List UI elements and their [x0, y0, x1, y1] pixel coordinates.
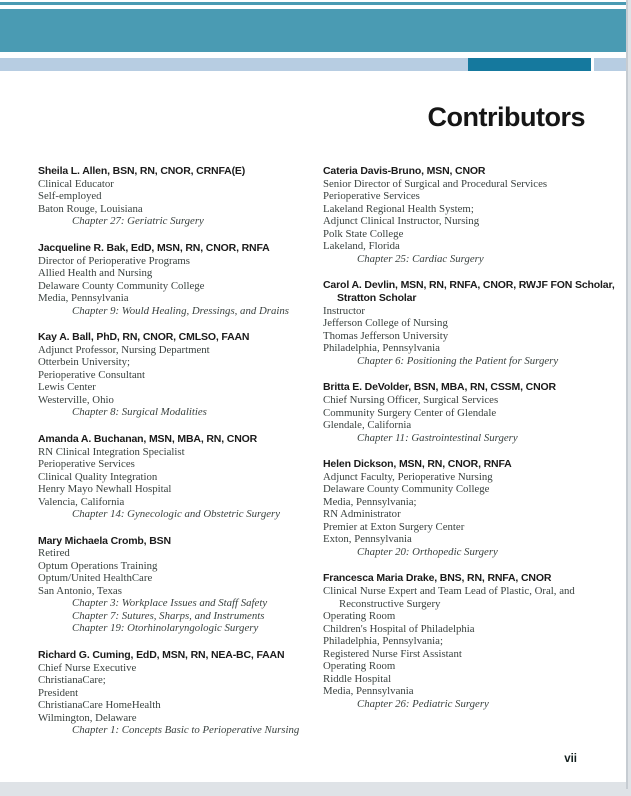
affiliation-line: Perioperative Services	[38, 458, 135, 471]
affiliation-line: Operating Room	[323, 660, 396, 673]
chapter-credit: Chapter 27: Geriatric Surgery	[72, 215, 204, 228]
chapter-credit: Chapter 11: Gastrointestinal Surgery	[357, 431, 518, 444]
contributor-name: Carol A. Devlin, MSN, RN, RNFA, CNOR, RWJF FON Scholar,	[323, 279, 615, 292]
affiliation-line: Perioperative Services	[323, 190, 420, 203]
contributor-name: Richard G. Cuming, EdD, MSN, RN, NEA-BC, FAAN	[38, 648, 285, 661]
chapter-credit: Chapter 6: Positioning the Patient for Surgery	[357, 354, 559, 367]
contributors-column-left	[38, 165, 323, 751]
chapter-credit: Chapter 9: Would Healing, Dressings, and Drains	[72, 304, 289, 317]
contributor-entry	[38, 165, 323, 228]
contributor-entry	[38, 433, 323, 521]
affiliation-line: Optum/United HealthCare	[38, 572, 153, 585]
contributors-columns	[38, 165, 615, 751]
contributor-name: Francesca Maria Drake, BNS, RN, RNFA, CNOR	[323, 572, 552, 585]
chapter-credit: Chapter 25: Cardiac Surgery	[357, 252, 484, 265]
affiliation-line: Glendale, California	[323, 419, 412, 432]
contributors-column-right	[323, 165, 615, 751]
contributor-name: Stratton Scholar	[337, 292, 417, 305]
affiliation-line: Allied Health and Nursing	[38, 267, 153, 280]
affiliation-line: Jefferson College of Nursing	[323, 317, 448, 330]
affiliation-line: Lakeland Regional Health System;	[323, 202, 474, 215]
affiliation-line: Premier at Exton Surgery Center	[323, 520, 465, 533]
affiliation-line: Community Surgery Center of Glendale	[323, 406, 497, 419]
contributor-entry	[38, 242, 323, 317]
affiliation-line: Clinical Educator	[38, 177, 114, 190]
affiliation-line: Perioperative Consultant	[38, 368, 146, 381]
affiliation-line: Self-employed	[38, 190, 102, 203]
contributor-entry	[323, 572, 610, 710]
affiliation-line: Philadelphia, Pennsylvania	[323, 342, 440, 355]
affiliation-line: Polk State College	[323, 227, 404, 240]
top-accent-line	[0, 2, 626, 5]
affiliation-line: Reconstructive Surgery	[339, 597, 441, 610]
contributor-name: Helen Dickson, MSN, RN, CNOR, RNFA	[323, 458, 512, 471]
affiliation-line: Adjunct Professor, Nursing Department	[38, 343, 210, 356]
chapter-credit: Chapter 20: Orthopedic Surgery	[357, 545, 498, 558]
affiliation-line: Westerville, Ohio	[38, 393, 114, 406]
affiliation-line: President	[38, 686, 79, 699]
chapter-credit: Chapter 7: Sutures, Sharps, and Instruments	[72, 609, 265, 622]
affiliation-line: San Antonio, Texas	[38, 584, 122, 597]
affiliation-line: Valencia, California	[38, 495, 125, 508]
header-strip	[0, 58, 626, 71]
affiliation-line: Senior Director of Surgical and Procedural Services	[323, 177, 548, 190]
chapter-credit: Chapter 8: Surgical Modalities	[72, 406, 207, 419]
chapter-credit: Chapter 26: Pediatric Surgery	[357, 697, 489, 710]
affiliation-line: Otterbein University;	[38, 356, 131, 369]
affiliation-line: ChristianaCare;	[38, 674, 106, 687]
contributor-name: Kay A. Ball, PhD, RN, CNOR, CMLSO, FAAN	[38, 331, 250, 344]
affiliation-line: Registered Nurse First Assistant	[323, 647, 462, 660]
chapter-credit: Chapter 3: Workplace Issues and Staff Safety	[72, 597, 268, 610]
contributor-name: Sheila L. Allen, BSN, RN, CNOR, CRNFA(E)	[38, 165, 246, 177]
chapter-credit: Chapter 14: Gynecologic and Obstetric Surgery	[72, 508, 280, 521]
affiliation-line: Children's Hospital of Philadelphia	[323, 622, 475, 635]
affiliation-line: Clinical Quality Integration	[38, 470, 158, 483]
affiliation-line: Thomas Jefferson University	[323, 329, 449, 342]
affiliation-line: Clinical Nurse Expert and Team Lead of Plastic, Oral, and	[323, 585, 575, 598]
chapter-credit: Chapter 19: Otorhinolaryngologic Surgery	[72, 622, 259, 635]
affiliation-line: Delaware County Community College	[323, 483, 490, 496]
contributor-name: Cateria Davis-Bruno, MSN, CNOR	[323, 165, 486, 177]
affiliation-line: ChristianaCare HomeHealth	[38, 699, 161, 712]
contributor-name: Amanda A. Buchanan, MSN, MBA, RN, CNOR	[38, 432, 258, 445]
affiliation-line: Lewis Center	[38, 381, 96, 394]
affiliation-line: Chief Nurse Executive	[38, 661, 137, 674]
contributor-name: Britta E. DeVolder, BSN, MBA, RN, CSSM, CNOR	[323, 381, 556, 394]
affiliation-line: Philadelphia, Pennsylvania;	[323, 635, 443, 648]
affiliation-line: Media, Pennsylvania	[38, 292, 129, 305]
affiliation-line: Wilmington, Delaware	[38, 711, 137, 724]
affiliation-line: Henry Mayo Newhall Hospital	[38, 483, 172, 496]
contributor-entry	[38, 535, 323, 635]
affiliation-line: Instructor	[323, 304, 365, 317]
contributor-name: Jacqueline R. Bak, EdD, MSN, RN, CNOR, RNFA	[38, 241, 270, 254]
affiliation-line: Director of Perioperative Programs	[38, 254, 191, 267]
affiliation-line: Operating Room	[323, 610, 396, 623]
affiliation-line: RN Clinical Integration Specialist	[38, 445, 185, 458]
header-strip-dark-segment	[468, 58, 594, 71]
header-teal-band	[0, 9, 626, 52]
affiliation-line: RN Administrator	[323, 508, 401, 521]
affiliation-line: Chief Nursing Officer, Surgical Services	[323, 394, 499, 407]
affiliation-line: Adjunct Faculty, Perioperative Nursing	[323, 470, 493, 483]
chapter-credit: Chapter 1: Concepts Basic to Perioperative Nursing	[72, 724, 300, 737]
page-title: Contributors	[427, 102, 585, 133]
contributor-entry	[323, 165, 610, 265]
contributor-entry	[323, 279, 615, 367]
page-bottom-edge	[0, 782, 626, 789]
affiliation-line: Exton, Pennsylvania	[323, 533, 412, 546]
contributor-entry	[323, 381, 610, 444]
contributor-entry	[323, 458, 610, 558]
affiliation-line: Delaware County Community College	[38, 279, 205, 292]
affiliation-line: Adjunct Clinical Instructor, Nursing	[323, 215, 480, 228]
affiliation-line: Optum Operations Training	[38, 559, 158, 572]
affiliation-line: Media, Pennsylvania	[323, 685, 414, 698]
affiliation-line: Lakeland, Florida	[323, 240, 400, 253]
affiliation-line: Riddle Hospital	[323, 672, 392, 685]
affiliation-line: Media, Pennsylvania;	[323, 495, 417, 508]
page-number: vii	[564, 753, 577, 765]
contributor-entry	[38, 649, 323, 737]
contributor-name: Mary Michaela Cromb, BSN	[38, 534, 171, 547]
affiliation-line: Baton Rouge, Louisiana	[38, 202, 143, 215]
contributor-entry	[38, 331, 323, 419]
affiliation-line: Retired	[38, 547, 70, 560]
